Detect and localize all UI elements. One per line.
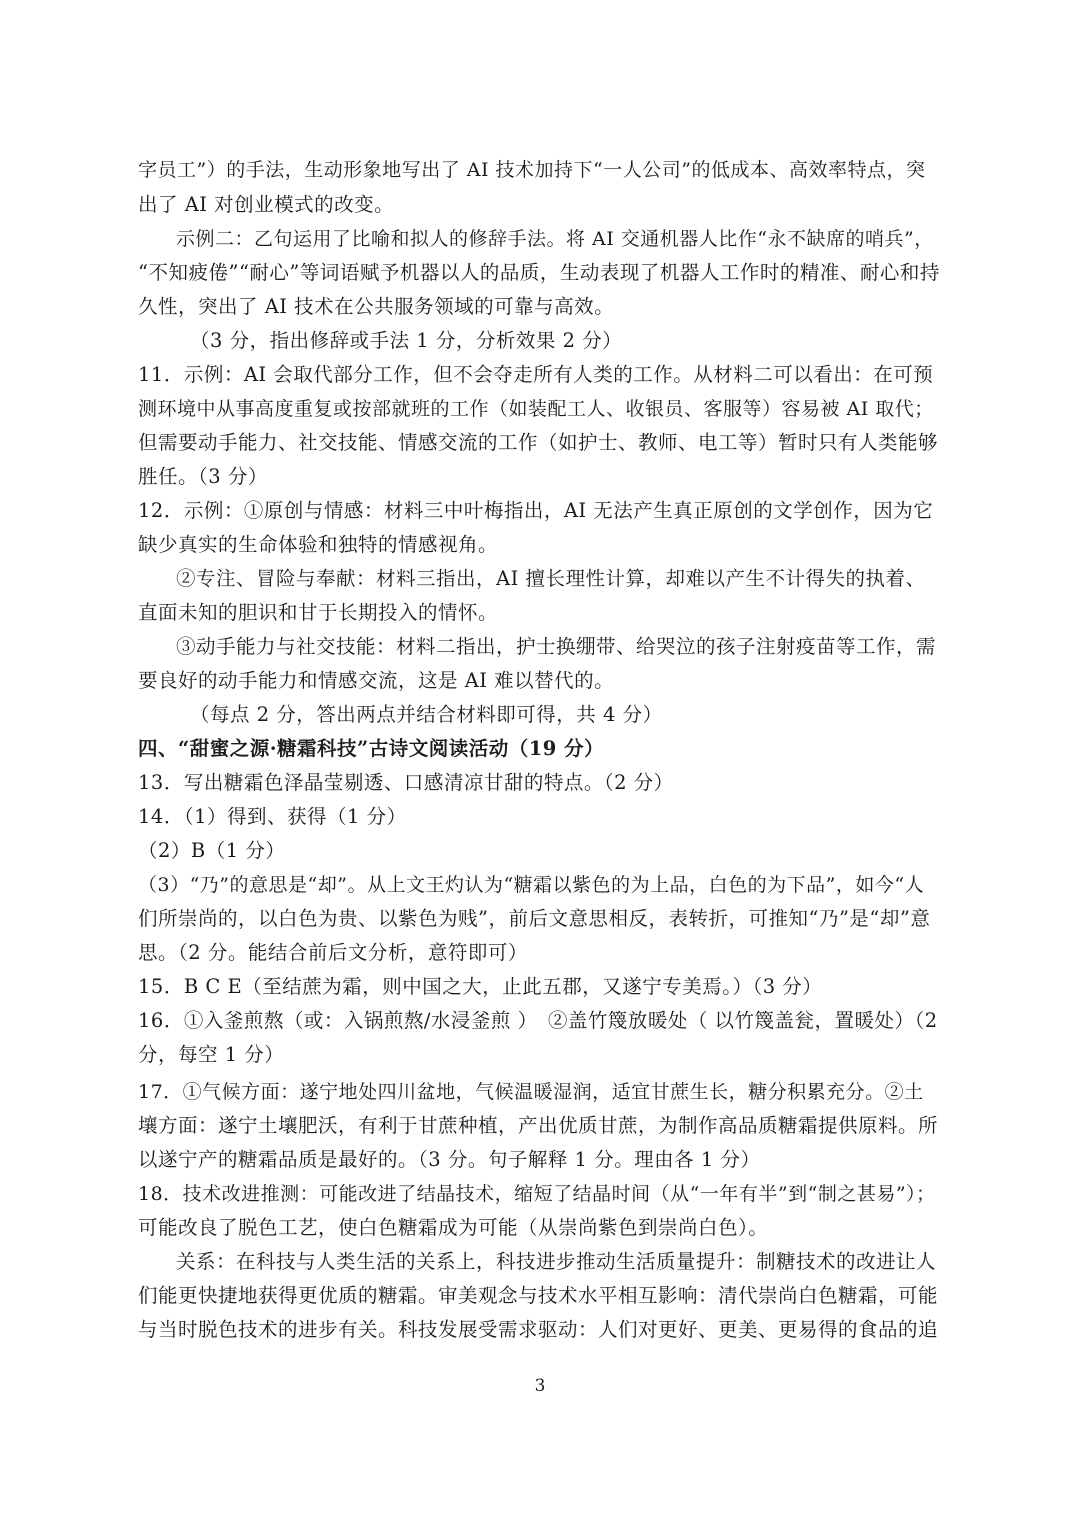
text-line: 测环境中从事高度重复或按部就班的工作（如装配工人、收银员、客服等）容易被 AI 取代； [138, 398, 934, 420]
text-line: （2）B（1 分） [138, 839, 286, 862]
text-line: ②专注、冒险与奉献：材料三指出，AI 擅长理性计算，却难以产生不计得失的执着、 [176, 567, 926, 590]
text-line: 直面未知的胆识和甘于长期投入的情怀。 [138, 601, 499, 624]
text-line: 示例二：乙句运用了比喻和拟人的修辞手法。将 AI 交通机器人比作“永不缺席的哨兵”， [176, 228, 934, 250]
text-line: 11．示例：AI 会取代部分工作，但不会夺走所有人类的工作。从材料二可以看出：在可预 [138, 363, 934, 386]
text-line: 久性，突出了 AI 技术在公共服务领域的可靠与高效。 [138, 295, 615, 318]
text-line: “不知疲倦”“耐心”等词语赋予机器以人的品质，生动表现了机器人工作时的精准、耐心和持 [138, 261, 940, 284]
text-line: 17．①气候方面：遂宁地处四川盆地，气候温暖湿润，适宜甘蔗生长，糖分积累充分。②土 [138, 1081, 924, 1103]
text-line: 与当时脱色技术的进步有关。科技发展受需求驱动：人们对更好、更美、更易得的食品的追 [138, 1318, 939, 1341]
text-line: 以遂宁产的糖霜品质是最好的。（3 分。句子解释 1 分。理由各 1 分） [138, 1148, 761, 1171]
text-line: ③动手能力与社交技能：材料二指出，护士换绷带、给哭泣的孩子注射疫苗等工作，需 [176, 635, 937, 658]
page-number: 3 [534, 1376, 546, 1396]
text-line: 分，每空 1 分） [138, 1043, 285, 1066]
text-line: 们能更快捷地获得更优质的糖霜。审美观念与技术水平相互影响：清代崇尚白色糖霜，可能 [138, 1284, 939, 1307]
text-line: 13．写出糖霜色泽晶莹剔透、口感清凉甘甜的特点。（2 分） [138, 771, 674, 794]
text-line: （3 分，指出修辞或手法 1 分，分析效果 2 分） [190, 329, 623, 352]
text-line: 可能改良了脱色工艺，使白色糖霜成为可能（从崇尚紫色到崇尚白色）。 [138, 1216, 769, 1239]
text-line: 15．B C E（至结蔗为霜，则中国之大，止此五郡，又遂宁专美焉。）（3 分） [138, 975, 823, 998]
text-line: 思。（2 分。能结合前后文分析，意符即可） [138, 941, 528, 964]
text-line: （3）“乃”的意思是“却”。从上文王灼认为“糖霜以紫色的为上品，白色的为下品”，如今“人 [138, 874, 925, 896]
text-line: 缺少真实的生命体验和独特的情感视角。 [138, 533, 499, 556]
text-line: 字员工”）的手法，生动形象地写出了 AI 技术加持下“一人公司”的低成本、高效率特点，突 [138, 159, 926, 181]
text-line: 们所崇尚的，以白色为贵、以紫色为贱”，前后文意思相反，表转折，可推知“乃”是“却”意 [138, 907, 931, 930]
text-line: 12．示例：①原创与情感：材料三中叶梅指出，AI 无法产生真正原创的文学创作，因为它 [138, 499, 934, 522]
text-line: 关系：在科技与人类生活的关系上，科技进步推动生活质量提升：制糖技术的改进让人 [176, 1250, 937, 1273]
text-line: 壤方面：遂宁土壤肥沃，有利于甘蔗种植，产出优质甘蔗，为制作高品质糖霜提供原料。所 [138, 1114, 939, 1137]
text-line: 出了 AI 对创业模式的改变。 [138, 193, 395, 216]
text-line: （每点 2 分，答出两点并结合材料即可得，共 4 分） [190, 703, 663, 726]
text-line: 16．①入釜煎熬（或：入锅煎熬/水浸釜煎 ） ②盖竹篾放暖处（ 以竹篾盖瓮，置暖处）（2 [138, 1009, 938, 1032]
text-line: 但需要动手能力、社交技能、情感交流的工作（如护士、教师、电工等）暂时只有人类能够 [138, 431, 939, 454]
text-line: 18．技术改进推测：可能改进了结晶技术，缩短了结晶时间（从“一年有半”到“制之甚易”）； [138, 1183, 936, 1205]
text-line: 胜任。（3 分） [138, 465, 268, 488]
section-heading: 四、“甜蜜之源·糖霜科技”古诗文阅读活动（19 分） [138, 737, 605, 760]
text-line: 14．（1）得到、获得（1 分） [138, 805, 407, 828]
text-line: 要良好的动手能力和情感交流，这是 AI 难以替代的。 [138, 669, 615, 692]
